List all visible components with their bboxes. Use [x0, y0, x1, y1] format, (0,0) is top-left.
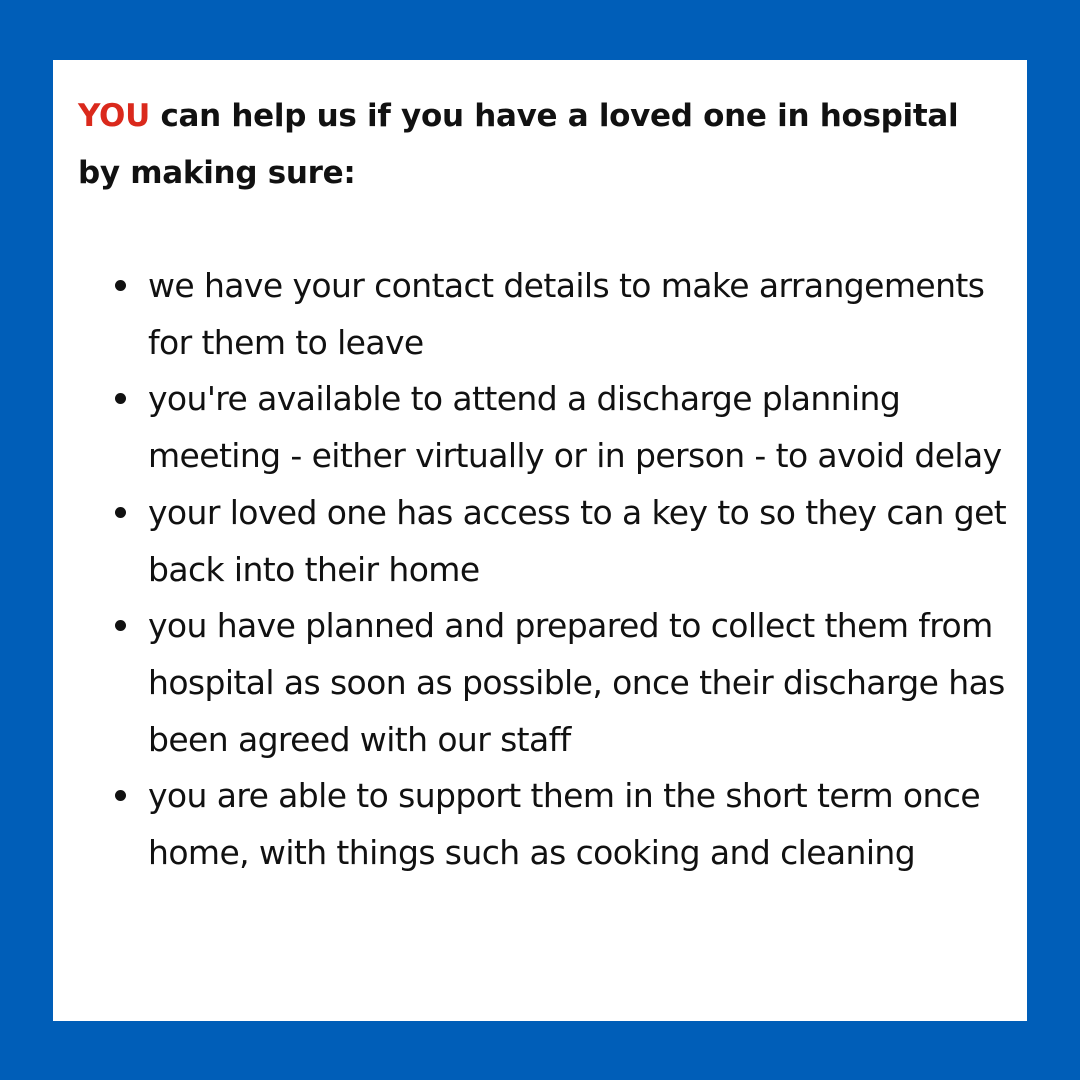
content-card — [53, 60, 1027, 1021]
list-item-text: you are able to support them in the short term once home, with things such as cooking and cleaning — [148, 776, 981, 873]
list-item — [78, 371, 1008, 484]
bullet-icon — [115, 790, 126, 801]
list-item-text: you have planned and prepared to collect them from hospital as soon as possible, once their discharge has been agreed with our staff — [148, 606, 1005, 759]
bullet-icon — [115, 620, 126, 631]
heading-emphasis: YOU — [78, 98, 150, 134]
list-item — [78, 768, 1008, 881]
bullet-list — [78, 258, 1008, 882]
list-item — [78, 258, 1008, 371]
heading — [78, 88, 1008, 202]
list-item-text: you're available to attend a discharge planning meeting - either virtually or in person - to avoid delay — [148, 379, 1002, 476]
list-item — [78, 485, 1008, 598]
list-item-text: we have your contact details to make arrangements for them to leave — [148, 266, 985, 362]
bullet-icon — [115, 507, 126, 518]
bullet-icon — [115, 280, 126, 291]
list-item — [78, 598, 1008, 768]
bullet-icon — [115, 393, 126, 404]
heading-text: can help us if you have a loved one in hospital by making sure: — [78, 98, 959, 191]
list-item-text: your loved one has access to a key to so they can get back into their home — [148, 492, 1007, 589]
